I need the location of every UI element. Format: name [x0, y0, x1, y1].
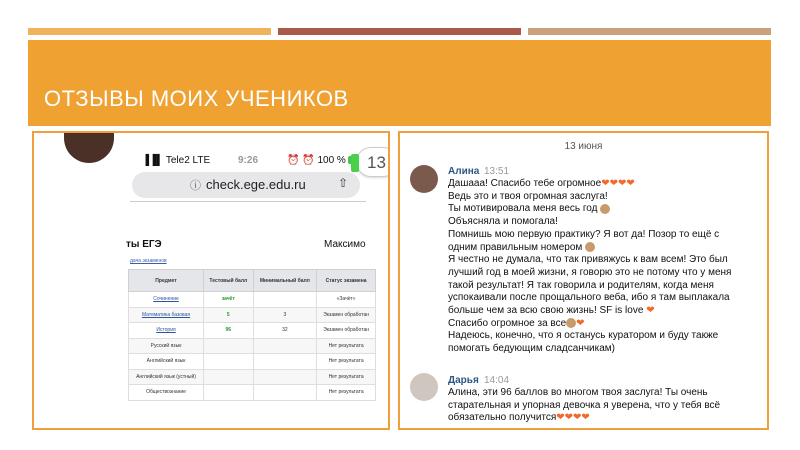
message-line: Спасибо огромное за все: [448, 317, 567, 329]
table-row: [129, 338, 376, 354]
message-time: 14:04: [484, 375, 510, 386]
url-text: check.ege.edu.ru: [206, 177, 306, 192]
message-line: лучший год в моей жизни, я говорю это не потому что у меня: [448, 266, 732, 278]
message-line: старательная и упорная девочка я уверена, что у тебя всё: [448, 399, 721, 411]
cell-min: [253, 385, 317, 401]
cell-status: Экзамен обработан: [317, 307, 376, 323]
share-icon[interactable]: ⇧: [337, 176, 348, 190]
col-header-status: Статус экзамена: [317, 270, 376, 292]
cell-score: 96: [204, 323, 254, 339]
col-header-score: Тестовый балл: [204, 270, 254, 292]
heart-icon: ❤: [576, 317, 585, 329]
sender-name[interactable]: Дарья: [448, 375, 479, 386]
message-line: больше чем за всю свою жизнь! SF is love: [448, 305, 644, 317]
cell-subject: Обществознание: [129, 385, 204, 401]
exam-link[interactable]: дача экзаменов: [130, 258, 167, 264]
slide-title: ОТЗЫВЫ МОИХ УЧЕНИКОВ: [44, 86, 349, 111]
message-line: успокаивали после прощального веба, ибо я там выплакала: [448, 292, 730, 304]
message-line: Алина, эти 96 баллов во многом твоя заслуга! Ты очень: [448, 387, 708, 398]
cell-status: Нет результата: [317, 369, 376, 385]
cell-subject: [129, 307, 204, 323]
message-line: Ведь это и твоя огромная заслуга!: [448, 190, 608, 202]
cell-score: [204, 354, 254, 370]
emoji-icon: [600, 204, 610, 214]
subject-link[interactable]: Сочинение: [153, 296, 179, 303]
message-line: Надеюсь, конечно, что я останусь куратором и буду также: [448, 330, 719, 342]
info-icon: ⓘ: [190, 180, 201, 192]
heart-icon: ❤❤❤❤: [556, 412, 590, 424]
cell-score: [204, 338, 254, 354]
chat-screenshot: [398, 131, 769, 430]
results-heading: ты ЕГЭ: [126, 239, 162, 250]
message-line: такой результат! Я так говорила и родителям, когда меня: [448, 279, 714, 291]
table-row: [129, 385, 376, 401]
subject-link[interactable]: История: [156, 327, 176, 334]
col-header-min: Минимальный балл: [253, 270, 317, 292]
decor-bar-2: [278, 28, 521, 35]
table-row: [129, 307, 376, 323]
emoji-icon: [585, 242, 595, 252]
cell-status: Нет результата: [317, 338, 376, 354]
avatar[interactable]: [410, 373, 438, 401]
message-time: 13:51: [484, 166, 510, 177]
cell-subject: [129, 323, 204, 339]
cell-min: [253, 338, 317, 354]
table-row: [129, 323, 376, 339]
cell-subject: [129, 292, 204, 308]
chat-date: 13 июня: [564, 141, 603, 152]
cell-subject: Русский язык: [129, 338, 204, 354]
cell-min: 3: [253, 307, 317, 323]
message-line: обязательно получится: [448, 412, 557, 424]
green-indicator: [351, 154, 359, 172]
count-label: 13: [367, 153, 386, 172]
cell-status: Нет результата: [317, 354, 376, 370]
col-header-subject: Предмет: [129, 270, 204, 292]
message-line: Я честно не думала, что так привяжусь к вам всем! Это был: [448, 254, 728, 266]
cell-score: 5: [204, 307, 254, 323]
cell-subject: Английский язык (устный): [129, 369, 204, 385]
table-row: [129, 369, 376, 385]
cell-min: [253, 369, 317, 385]
message-line: Помнишь мою первую практику? Я вот да! Позор то ещё с: [448, 228, 720, 240]
cell-min: 32: [253, 323, 317, 339]
cell-subject: Английский язык: [129, 354, 204, 370]
clock-label: 9:26: [238, 155, 259, 166]
sender-name[interactable]: Алина: [448, 166, 480, 177]
subject-link[interactable]: Математика базовая: [141, 311, 191, 318]
decor-bar-3: [528, 28, 771, 35]
table-row: [129, 354, 376, 370]
carrier-label: ▐▐▌ Tele2 LTE: [142, 155, 211, 166]
cell-min: [253, 354, 317, 370]
heart-icon: ❤: [646, 305, 655, 317]
decor-bar-1: [28, 28, 271, 35]
message-line: одним правильным номером: [448, 241, 583, 253]
results-table: [128, 269, 376, 401]
divider: [130, 201, 366, 202]
cell-score: [204, 385, 254, 401]
avatar[interactable]: [410, 165, 438, 193]
message-line: Ты мотивировала меня весь год: [448, 203, 598, 215]
exam-results-screenshot: [32, 131, 390, 430]
cell-score: [204, 369, 254, 385]
cell-status: «Зачёт»: [317, 292, 376, 308]
cell-status: Нет результата: [317, 385, 376, 401]
phone-header: [128, 147, 368, 209]
table-row: [129, 292, 376, 308]
avatar: [64, 131, 114, 163]
battery-label: ⏰ ⏰ 100 %: [287, 155, 346, 166]
emoji-icon: [566, 318, 576, 328]
message-line: помогать бедующим сладсанчикам): [448, 343, 615, 355]
message-text: [448, 178, 731, 356]
heart-icon: ❤❤❤❤: [601, 178, 635, 189]
message-line: Объясняла и помогала!: [448, 216, 558, 228]
message-line: Дашааа! Спасибо тебе огромное: [448, 178, 602, 189]
message-count-bubble: [356, 147, 390, 177]
cell-min: [253, 292, 317, 308]
cell-score: зачёт: [204, 292, 254, 308]
max-heading: Максимо: [324, 239, 366, 250]
message-text: [448, 387, 720, 425]
address-bar[interactable]: [132, 172, 360, 198]
cell-status: Экзамен обработан: [317, 323, 376, 339]
title-banner: [28, 40, 771, 126]
